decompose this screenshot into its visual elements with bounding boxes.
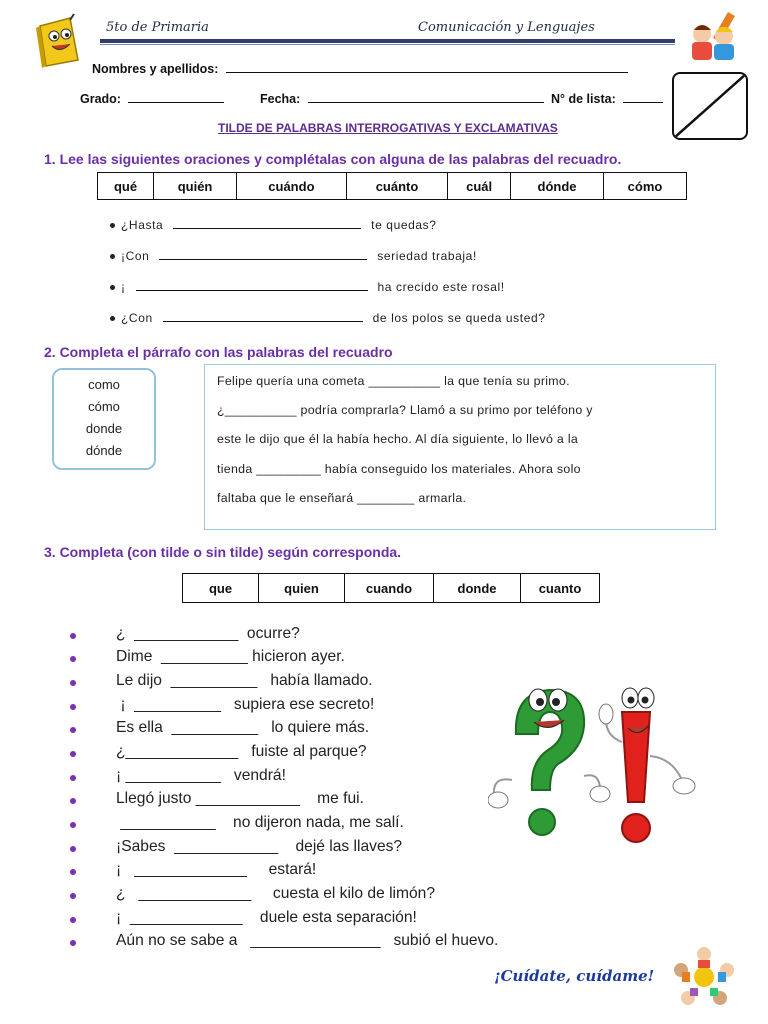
word-cell: cuando (345, 574, 434, 603)
worksheet-title: TILDE DE PALABRAS INTERROGATIVAS Y EXCLAMATIVAS (218, 121, 558, 135)
name-label: Nombres y apellidos: (92, 62, 219, 76)
list-item: ¡ ___________ vendrá! (116, 767, 286, 784)
grade-label: Grado: (80, 92, 121, 106)
name-line[interactable] (226, 60, 628, 73)
sentence-item: ¡ ha crecido este rosal! (110, 278, 505, 294)
header-rule (100, 39, 675, 43)
header-subject: Comunicación y Lenguajes (418, 20, 595, 35)
paragraph (205, 365, 715, 513)
grade-score-box (672, 72, 748, 140)
list-item: ¡ _____________ duele esta separación! (116, 909, 417, 926)
section3-heading: 3. Completa (con tilde o sin tilde) según corresponda. (44, 544, 402, 560)
word-cell: cuánto (346, 173, 447, 200)
book-mascot-icon (34, 12, 84, 70)
header-grade: 5to de Primaria (106, 20, 209, 35)
paragraph-line: tienda _________ había conseguido los materiales. Ahora solo (217, 461, 581, 476)
list-item: Llegó justo ____________ me fui. (116, 790, 364, 807)
word-cell: dónde (511, 173, 604, 200)
sentence-item: ¿Con de los polos se queda usted? (110, 309, 546, 325)
blank-line[interactable] (163, 309, 363, 322)
word-cell: cuanto (521, 574, 600, 603)
section2-word-box (52, 368, 156, 470)
word-cell: cuándo (237, 173, 347, 200)
section1-heading: 1. Lee las siguientes oraciones y complétalas con alguna de las palabras del recuadro. (44, 151, 622, 167)
paragraph-line: este le dijo que él la había hecho. Al día siguiente, lo llevó a la (217, 432, 579, 447)
paragraph-line: faltaba que le enseñará ________ armarla. (217, 490, 467, 505)
section2-paragraph-box (204, 364, 716, 530)
question-exclamation-mascots-icon (488, 672, 700, 860)
word-option: como (88, 377, 120, 392)
list-item: ¿_____________ fuiste al parque? (116, 743, 367, 760)
kids-circle-icon (672, 946, 736, 1008)
blank-line[interactable] (159, 247, 367, 260)
sentence-item: ¿Hasta te quedas? (110, 216, 437, 232)
paragraph-line: ¿__________ podría comprarla? Llamó a su primo por teléfono y (217, 403, 593, 418)
blank-line[interactable] (136, 278, 368, 291)
word-option: cómo (88, 399, 120, 414)
date-line[interactable] (308, 90, 544, 103)
word-cell: cuál (448, 173, 511, 200)
list-item: ¿ ____________ ocurre? (116, 625, 300, 642)
list-item: ___________ no dijeron nada, me salí. (116, 814, 404, 831)
word-cell: quien (259, 574, 345, 603)
list-number-line[interactable] (623, 90, 663, 103)
date-label: Fecha: (260, 92, 301, 106)
list-item: ¡ _____________ estará! (116, 861, 317, 878)
list-item: Dime __________ hicieron ayer. (116, 648, 345, 665)
word-cell: qué (98, 173, 154, 200)
word-cell: que (183, 574, 259, 603)
list-item: ¡ __________ supiera ese secreto! (116, 696, 375, 713)
sentence-item: ¡Con seriedad trabaja! (110, 247, 477, 263)
grade-line[interactable] (128, 90, 224, 103)
list-item: Es ella __________ lo quiere más. (116, 719, 370, 736)
section1-word-table (97, 172, 687, 200)
section3-word-table (182, 573, 600, 603)
list-item: Aún no se sabe a _______________ subió el huevo. (116, 932, 499, 949)
paragraph-line: Felipe quería una cometa __________ la que tenía su primo. (217, 374, 570, 388)
list-number-label: N° de lista: (551, 92, 616, 106)
section2-heading: 2. Completa el párrafo con las palabras del recuadro (44, 344, 393, 360)
word-cell: cómo (604, 173, 687, 200)
kids-pencil-icon (684, 10, 744, 62)
word-cell: donde (434, 574, 521, 603)
list-item: ¡Sabes ____________ dejé las llaves? (116, 838, 403, 855)
word-option: dónde (85, 443, 123, 458)
header-rule-thin (100, 44, 675, 45)
list-item: ¿ _____________ cuesta el kilo de limón? (116, 885, 436, 902)
word-option: donde (85, 421, 123, 436)
word-cell: quién (154, 173, 237, 200)
footer-slogan: ¡Cuídate, cuídame! (494, 967, 655, 985)
list-item: Le dijo __________ había llamado. (116, 672, 373, 689)
blank-line[interactable] (173, 216, 361, 229)
